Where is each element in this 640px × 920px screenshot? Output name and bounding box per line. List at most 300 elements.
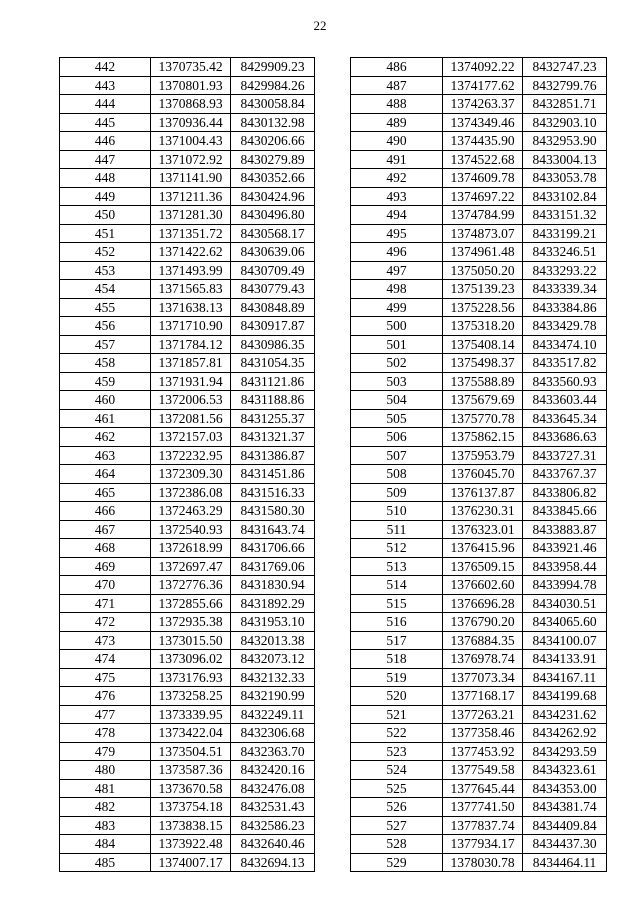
table-row bbox=[351, 483, 607, 502]
y-coordinate-cell: 8433806.82 bbox=[523, 483, 607, 502]
point-number-cell: 492 bbox=[351, 169, 443, 188]
table-row bbox=[60, 335, 315, 354]
table-row bbox=[351, 169, 607, 188]
x-coordinate-cell: 1372618.99 bbox=[151, 539, 231, 558]
y-coordinate-cell: 8431188.86 bbox=[231, 391, 315, 410]
x-coordinate-cell: 1374873.07 bbox=[443, 224, 523, 243]
point-number-cell: 451 bbox=[60, 224, 151, 243]
x-coordinate-cell: 1377934.17 bbox=[443, 835, 523, 854]
x-coordinate-cell: 1372309.30 bbox=[151, 465, 231, 484]
table-row bbox=[60, 409, 315, 428]
y-coordinate-cell: 8433603.44 bbox=[523, 391, 607, 410]
x-coordinate-cell: 1371211.36 bbox=[151, 187, 231, 206]
x-coordinate-cell: 1375408.14 bbox=[443, 335, 523, 354]
point-number-cell: 476 bbox=[60, 687, 151, 706]
table-row bbox=[351, 224, 607, 243]
table-row bbox=[60, 631, 315, 650]
x-coordinate-cell: 1375318.20 bbox=[443, 317, 523, 336]
x-coordinate-cell: 1376415.96 bbox=[443, 539, 523, 558]
y-coordinate-cell: 8433151.32 bbox=[523, 206, 607, 225]
table-row bbox=[351, 132, 607, 151]
y-coordinate-cell: 8433102.84 bbox=[523, 187, 607, 206]
point-number-cell: 503 bbox=[351, 372, 443, 391]
table-row bbox=[60, 187, 315, 206]
point-number-cell: 497 bbox=[351, 261, 443, 280]
point-number-cell: 494 bbox=[351, 206, 443, 225]
point-number-cell: 509 bbox=[351, 483, 443, 502]
y-coordinate-cell: 8432903.10 bbox=[523, 113, 607, 132]
table-row bbox=[351, 206, 607, 225]
table-row bbox=[351, 372, 607, 391]
y-coordinate-cell: 8433560.93 bbox=[523, 372, 607, 391]
x-coordinate-cell: 1372540.93 bbox=[151, 520, 231, 539]
table-row bbox=[351, 798, 607, 817]
point-number-cell: 501 bbox=[351, 335, 443, 354]
point-number-cell: 464 bbox=[60, 465, 151, 484]
table-row bbox=[351, 539, 607, 558]
point-number-cell: 445 bbox=[60, 113, 151, 132]
x-coordinate-cell: 1371072.92 bbox=[151, 150, 231, 169]
point-number-cell: 475 bbox=[60, 668, 151, 687]
table-row bbox=[351, 298, 607, 317]
point-number-cell: 491 bbox=[351, 150, 443, 169]
x-coordinate-cell: 1377358.46 bbox=[443, 724, 523, 743]
y-coordinate-cell: 8431386.87 bbox=[231, 446, 315, 465]
x-coordinate-cell: 1370868.93 bbox=[151, 95, 231, 114]
x-coordinate-cell: 1373176.93 bbox=[151, 668, 231, 687]
x-coordinate-cell: 1373015.50 bbox=[151, 631, 231, 650]
table-row bbox=[351, 317, 607, 336]
point-number-cell: 471 bbox=[60, 594, 151, 613]
x-coordinate-cell: 1372463.29 bbox=[151, 502, 231, 521]
point-number-cell: 519 bbox=[351, 668, 443, 687]
x-coordinate-cell: 1374435.90 bbox=[443, 132, 523, 151]
point-number-cell: 472 bbox=[60, 613, 151, 632]
table-row bbox=[351, 95, 607, 114]
x-coordinate-cell: 1372157.03 bbox=[151, 428, 231, 447]
y-coordinate-cell: 8434262.92 bbox=[523, 724, 607, 743]
table-row bbox=[60, 687, 315, 706]
point-number-cell: 498 bbox=[351, 280, 443, 299]
y-coordinate-cell: 8430352.66 bbox=[231, 169, 315, 188]
x-coordinate-cell: 1372697.47 bbox=[151, 557, 231, 576]
point-number-cell: 506 bbox=[351, 428, 443, 447]
y-coordinate-cell: 8433384.86 bbox=[523, 298, 607, 317]
x-coordinate-cell: 1371422.62 bbox=[151, 243, 231, 262]
table-row bbox=[351, 243, 607, 262]
x-coordinate-cell: 1371784.12 bbox=[151, 335, 231, 354]
x-coordinate-cell: 1373096.02 bbox=[151, 650, 231, 669]
y-coordinate-cell: 8431706.66 bbox=[231, 539, 315, 558]
point-number-cell: 483 bbox=[60, 816, 151, 835]
x-coordinate-cell: 1373754.18 bbox=[151, 798, 231, 817]
table-row bbox=[351, 465, 607, 484]
table-row bbox=[60, 668, 315, 687]
x-coordinate-cell: 1377741.50 bbox=[443, 798, 523, 817]
x-coordinate-cell: 1375862.15 bbox=[443, 428, 523, 447]
x-coordinate-cell: 1371565.83 bbox=[151, 280, 231, 299]
table-row bbox=[60, 520, 315, 539]
point-number-cell: 493 bbox=[351, 187, 443, 206]
table-row bbox=[351, 613, 607, 632]
table-row bbox=[351, 354, 607, 373]
x-coordinate-cell: 1378030.78 bbox=[443, 853, 523, 872]
y-coordinate-cell: 8431516.33 bbox=[231, 483, 315, 502]
point-number-cell: 527 bbox=[351, 816, 443, 835]
table-row bbox=[60, 465, 315, 484]
y-coordinate-cell: 8432306.68 bbox=[231, 724, 315, 743]
table-row bbox=[60, 613, 315, 632]
point-number-cell: 499 bbox=[351, 298, 443, 317]
point-number-cell: 466 bbox=[60, 502, 151, 521]
point-number-cell: 469 bbox=[60, 557, 151, 576]
point-number-cell: 502 bbox=[351, 354, 443, 373]
point-number-cell: 495 bbox=[351, 224, 443, 243]
table-row bbox=[351, 576, 607, 595]
x-coordinate-cell: 1376602.60 bbox=[443, 576, 523, 595]
y-coordinate-cell: 8433994.78 bbox=[523, 576, 607, 595]
x-coordinate-cell: 1374697.22 bbox=[443, 187, 523, 206]
x-coordinate-cell: 1370936.44 bbox=[151, 113, 231, 132]
y-coordinate-cell: 8433199.21 bbox=[523, 224, 607, 243]
y-coordinate-cell: 8432363.70 bbox=[231, 742, 315, 761]
point-number-cell: 473 bbox=[60, 631, 151, 650]
table-row bbox=[351, 446, 607, 465]
point-number-cell: 460 bbox=[60, 391, 151, 410]
x-coordinate-cell: 1372081.56 bbox=[151, 409, 231, 428]
point-number-cell: 486 bbox=[351, 58, 443, 77]
y-coordinate-cell: 8430986.35 bbox=[231, 335, 315, 354]
table-row bbox=[60, 742, 315, 761]
table-row bbox=[60, 298, 315, 317]
point-number-cell: 507 bbox=[351, 446, 443, 465]
x-coordinate-cell: 1375953.79 bbox=[443, 446, 523, 465]
table-row bbox=[351, 705, 607, 724]
table-row bbox=[351, 853, 607, 872]
point-number-cell: 457 bbox=[60, 335, 151, 354]
x-coordinate-cell: 1371857.81 bbox=[151, 354, 231, 373]
y-coordinate-cell: 8430279.89 bbox=[231, 150, 315, 169]
x-coordinate-cell: 1374961.48 bbox=[443, 243, 523, 262]
y-coordinate-cell: 8430709.49 bbox=[231, 261, 315, 280]
y-coordinate-cell: 8430496.80 bbox=[231, 206, 315, 225]
table-row bbox=[60, 835, 315, 854]
point-number-cell: 528 bbox=[351, 835, 443, 854]
point-number-cell: 467 bbox=[60, 520, 151, 539]
x-coordinate-cell: 1371493.99 bbox=[151, 261, 231, 280]
point-number-cell: 516 bbox=[351, 613, 443, 632]
x-coordinate-cell: 1373339.95 bbox=[151, 705, 231, 724]
point-number-cell: 481 bbox=[60, 779, 151, 798]
y-coordinate-cell: 8430132.98 bbox=[231, 113, 315, 132]
point-number-cell: 455 bbox=[60, 298, 151, 317]
y-coordinate-cell: 8430848.89 bbox=[231, 298, 315, 317]
y-coordinate-cell: 8431892.29 bbox=[231, 594, 315, 613]
point-number-cell: 524 bbox=[351, 761, 443, 780]
y-coordinate-cell: 8434133.91 bbox=[523, 650, 607, 669]
table-row bbox=[60, 576, 315, 595]
table-row bbox=[60, 280, 315, 299]
x-coordinate-cell: 1374349.46 bbox=[443, 113, 523, 132]
y-coordinate-cell: 8434065.60 bbox=[523, 613, 607, 632]
point-number-cell: 523 bbox=[351, 742, 443, 761]
table-row bbox=[351, 816, 607, 835]
table-row bbox=[351, 335, 607, 354]
y-coordinate-cell: 8434167.11 bbox=[523, 668, 607, 687]
y-coordinate-cell: 8434231.62 bbox=[523, 705, 607, 724]
x-coordinate-cell: 1376790.20 bbox=[443, 613, 523, 632]
table-row bbox=[351, 668, 607, 687]
x-coordinate-cell: 1372232.95 bbox=[151, 446, 231, 465]
table-row bbox=[60, 150, 315, 169]
y-coordinate-cell: 8434100.07 bbox=[523, 631, 607, 650]
x-coordinate-cell: 1373922.48 bbox=[151, 835, 231, 854]
x-coordinate-cell: 1372776.36 bbox=[151, 576, 231, 595]
point-number-cell: 526 bbox=[351, 798, 443, 817]
table-row bbox=[60, 761, 315, 780]
point-number-cell: 512 bbox=[351, 539, 443, 558]
y-coordinate-cell: 8432586.23 bbox=[231, 816, 315, 835]
y-coordinate-cell: 8432249.11 bbox=[231, 705, 315, 724]
y-coordinate-cell: 8429984.26 bbox=[231, 76, 315, 95]
y-coordinate-cell: 8431769.06 bbox=[231, 557, 315, 576]
table-row bbox=[351, 428, 607, 447]
y-coordinate-cell: 8430058.84 bbox=[231, 95, 315, 114]
x-coordinate-cell: 1371141.90 bbox=[151, 169, 231, 188]
point-number-cell: 463 bbox=[60, 446, 151, 465]
table-row bbox=[60, 779, 315, 798]
y-coordinate-cell: 8430424.96 bbox=[231, 187, 315, 206]
y-coordinate-cell: 8434030.51 bbox=[523, 594, 607, 613]
x-coordinate-cell: 1375139.23 bbox=[443, 280, 523, 299]
y-coordinate-cell: 8433004.13 bbox=[523, 150, 607, 169]
x-coordinate-cell: 1375588.89 bbox=[443, 372, 523, 391]
x-coordinate-cell: 1373258.25 bbox=[151, 687, 231, 706]
y-coordinate-cell: 8432799.76 bbox=[523, 76, 607, 95]
point-number-cell: 458 bbox=[60, 354, 151, 373]
table-row bbox=[60, 594, 315, 613]
point-number-cell: 443 bbox=[60, 76, 151, 95]
y-coordinate-cell: 8431643.74 bbox=[231, 520, 315, 539]
y-coordinate-cell: 8432747.23 bbox=[523, 58, 607, 77]
point-number-cell: 454 bbox=[60, 280, 151, 299]
y-coordinate-cell: 8432694.13 bbox=[231, 853, 315, 872]
point-number-cell: 515 bbox=[351, 594, 443, 613]
y-coordinate-cell: 8434199.68 bbox=[523, 687, 607, 706]
y-coordinate-cell: 8433246.51 bbox=[523, 243, 607, 262]
x-coordinate-cell: 1372855.66 bbox=[151, 594, 231, 613]
table-row bbox=[351, 187, 607, 206]
point-number-cell: 522 bbox=[351, 724, 443, 743]
point-number-cell: 488 bbox=[351, 95, 443, 114]
y-coordinate-cell: 8433727.31 bbox=[523, 446, 607, 465]
point-number-cell: 448 bbox=[60, 169, 151, 188]
point-number-cell: 474 bbox=[60, 650, 151, 669]
x-coordinate-cell: 1371710.90 bbox=[151, 317, 231, 336]
table-row bbox=[60, 853, 315, 872]
point-number-cell: 478 bbox=[60, 724, 151, 743]
table-row bbox=[60, 261, 315, 280]
y-coordinate-cell: 8433517.82 bbox=[523, 354, 607, 373]
x-coordinate-cell: 1374784.99 bbox=[443, 206, 523, 225]
x-coordinate-cell: 1371931.94 bbox=[151, 372, 231, 391]
table-row bbox=[351, 280, 607, 299]
table-row bbox=[60, 798, 315, 817]
y-coordinate-cell: 8433293.22 bbox=[523, 261, 607, 280]
point-number-cell: 444 bbox=[60, 95, 151, 114]
x-coordinate-cell: 1372006.53 bbox=[151, 391, 231, 410]
y-coordinate-cell: 8431054.35 bbox=[231, 354, 315, 373]
y-coordinate-cell: 8433474.10 bbox=[523, 335, 607, 354]
x-coordinate-cell: 1371638.13 bbox=[151, 298, 231, 317]
point-number-cell: 518 bbox=[351, 650, 443, 669]
x-coordinate-cell: 1373587.36 bbox=[151, 761, 231, 780]
table-row bbox=[60, 132, 315, 151]
y-coordinate-cell: 8433429.78 bbox=[523, 317, 607, 336]
table-row bbox=[351, 650, 607, 669]
y-coordinate-cell: 8434353.00 bbox=[523, 779, 607, 798]
point-number-cell: 514 bbox=[351, 576, 443, 595]
y-coordinate-cell: 8433339.34 bbox=[523, 280, 607, 299]
y-coordinate-cell: 8434293.59 bbox=[523, 742, 607, 761]
coordinates-table-right bbox=[350, 57, 607, 872]
table-row bbox=[351, 113, 607, 132]
x-coordinate-cell: 1375228.56 bbox=[443, 298, 523, 317]
table-row bbox=[351, 58, 607, 77]
y-coordinate-cell: 8434464.11 bbox=[523, 853, 607, 872]
table-row bbox=[351, 594, 607, 613]
x-coordinate-cell: 1375679.69 bbox=[443, 391, 523, 410]
table-row bbox=[351, 391, 607, 410]
point-number-cell: 485 bbox=[60, 853, 151, 872]
point-number-cell: 500 bbox=[351, 317, 443, 336]
y-coordinate-cell: 8433958.44 bbox=[523, 557, 607, 576]
point-number-cell: 465 bbox=[60, 483, 151, 502]
y-coordinate-cell: 8430639.06 bbox=[231, 243, 315, 262]
table-row bbox=[60, 372, 315, 391]
x-coordinate-cell: 1376323.01 bbox=[443, 520, 523, 539]
y-coordinate-cell: 8433645.34 bbox=[523, 409, 607, 428]
y-coordinate-cell: 8432132.33 bbox=[231, 668, 315, 687]
y-coordinate-cell: 8434323.61 bbox=[523, 761, 607, 780]
y-coordinate-cell: 8433686.63 bbox=[523, 428, 607, 447]
y-coordinate-cell: 8432420.16 bbox=[231, 761, 315, 780]
x-coordinate-cell: 1377645.44 bbox=[443, 779, 523, 798]
point-number-cell: 477 bbox=[60, 705, 151, 724]
table-row bbox=[60, 650, 315, 669]
point-number-cell: 490 bbox=[351, 132, 443, 151]
coordinates-table-left bbox=[59, 57, 315, 872]
y-coordinate-cell: 8434381.74 bbox=[523, 798, 607, 817]
x-coordinate-cell: 1377168.17 bbox=[443, 687, 523, 706]
point-number-cell: 470 bbox=[60, 576, 151, 595]
point-number-cell: 479 bbox=[60, 742, 151, 761]
point-number-cell: 521 bbox=[351, 705, 443, 724]
y-coordinate-cell: 8430779.43 bbox=[231, 280, 315, 299]
table-row bbox=[351, 687, 607, 706]
point-number-cell: 452 bbox=[60, 243, 151, 262]
x-coordinate-cell: 1370735.42 bbox=[151, 58, 231, 77]
x-coordinate-cell: 1376137.87 bbox=[443, 483, 523, 502]
x-coordinate-cell: 1374609.78 bbox=[443, 169, 523, 188]
x-coordinate-cell: 1374263.37 bbox=[443, 95, 523, 114]
y-coordinate-cell: 8433053.78 bbox=[523, 169, 607, 188]
x-coordinate-cell: 1374177.62 bbox=[443, 76, 523, 95]
table-row bbox=[351, 150, 607, 169]
x-coordinate-cell: 1374092.22 bbox=[443, 58, 523, 77]
point-number-cell: 450 bbox=[60, 206, 151, 225]
x-coordinate-cell: 1377549.58 bbox=[443, 761, 523, 780]
table-row bbox=[60, 113, 315, 132]
x-coordinate-cell: 1377837.74 bbox=[443, 816, 523, 835]
y-coordinate-cell: 8432073.12 bbox=[231, 650, 315, 669]
x-coordinate-cell: 1374522.68 bbox=[443, 150, 523, 169]
point-number-cell: 487 bbox=[351, 76, 443, 95]
x-coordinate-cell: 1376978.74 bbox=[443, 650, 523, 669]
y-coordinate-cell: 8433883.87 bbox=[523, 520, 607, 539]
table-row bbox=[351, 761, 607, 780]
table-row bbox=[60, 557, 315, 576]
y-coordinate-cell: 8434437.30 bbox=[523, 835, 607, 854]
y-coordinate-cell: 8432476.08 bbox=[231, 779, 315, 798]
x-coordinate-cell: 1371281.30 bbox=[151, 206, 231, 225]
y-coordinate-cell: 8430206.66 bbox=[231, 132, 315, 151]
x-coordinate-cell: 1375498.37 bbox=[443, 354, 523, 373]
point-number-cell: 529 bbox=[351, 853, 443, 872]
table-row bbox=[60, 446, 315, 465]
y-coordinate-cell: 8431830.94 bbox=[231, 576, 315, 595]
y-coordinate-cell: 8431321.37 bbox=[231, 428, 315, 447]
y-coordinate-cell: 8430917.87 bbox=[231, 317, 315, 336]
point-number-cell: 449 bbox=[60, 187, 151, 206]
table-row bbox=[351, 631, 607, 650]
y-coordinate-cell: 8434409.84 bbox=[523, 816, 607, 835]
y-coordinate-cell: 8431121.86 bbox=[231, 372, 315, 391]
point-number-cell: 480 bbox=[60, 761, 151, 780]
point-number-cell: 482 bbox=[60, 798, 151, 817]
point-number-cell: 496 bbox=[351, 243, 443, 262]
x-coordinate-cell: 1377453.92 bbox=[443, 742, 523, 761]
x-coordinate-cell: 1375050.20 bbox=[443, 261, 523, 280]
y-coordinate-cell: 8432851.71 bbox=[523, 95, 607, 114]
point-number-cell: 510 bbox=[351, 502, 443, 521]
table-row bbox=[60, 317, 315, 336]
point-number-cell: 446 bbox=[60, 132, 151, 151]
x-coordinate-cell: 1371004.43 bbox=[151, 132, 231, 151]
point-number-cell: 447 bbox=[60, 150, 151, 169]
x-coordinate-cell: 1377263.21 bbox=[443, 705, 523, 724]
x-coordinate-cell: 1372935.38 bbox=[151, 613, 231, 632]
table-row bbox=[351, 557, 607, 576]
table-row bbox=[351, 76, 607, 95]
point-number-cell: 520 bbox=[351, 687, 443, 706]
page-number: 22 bbox=[313, 18, 327, 33]
table-row bbox=[351, 261, 607, 280]
table-row bbox=[351, 779, 607, 798]
table-row bbox=[351, 520, 607, 539]
point-number-cell: 525 bbox=[351, 779, 443, 798]
table-row bbox=[60, 169, 315, 188]
x-coordinate-cell: 1373670.58 bbox=[151, 779, 231, 798]
y-coordinate-cell: 8431953.10 bbox=[231, 613, 315, 632]
table-row bbox=[60, 724, 315, 743]
y-coordinate-cell: 8431580.30 bbox=[231, 502, 315, 521]
y-coordinate-cell: 8432531.43 bbox=[231, 798, 315, 817]
table-row bbox=[60, 502, 315, 521]
table-row bbox=[60, 206, 315, 225]
y-coordinate-cell: 8432190.99 bbox=[231, 687, 315, 706]
table-row bbox=[60, 428, 315, 447]
